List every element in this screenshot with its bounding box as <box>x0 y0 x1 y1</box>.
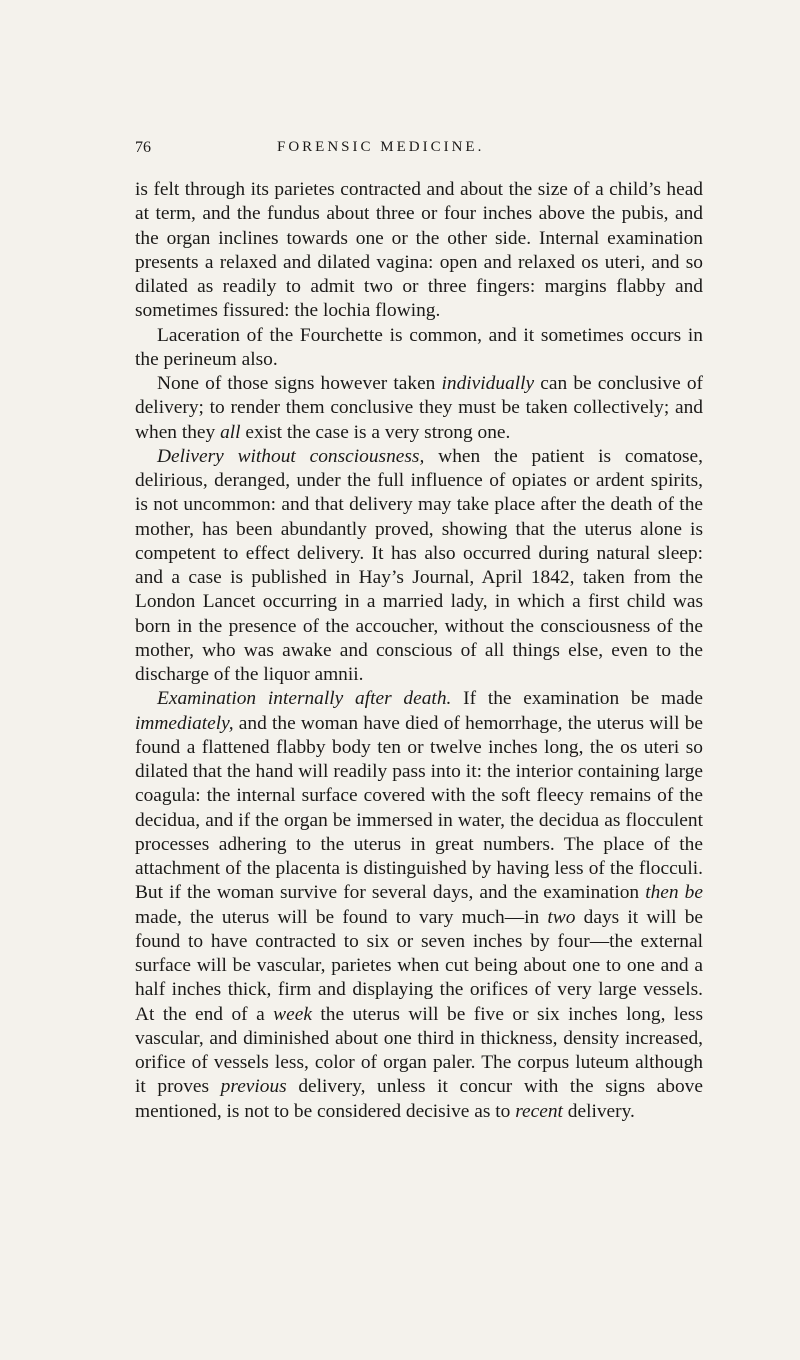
italic-text: Examination internally after death. <box>157 688 452 710</box>
text-run: and the woman have died of hemorrhage, the uterus will be found a flattened flabby body ten or twelve inches long, the os uteri so dilated that the hand will readily pass into it: the interior containing large coagula: the internal surface covered with the soft fleecy remains of the decidua, and if the organ be immersed in water, the decidua as flocculent processes adhering to the uterus in great numbers. The place of the attachment of the placenta is distinguished by having less of the flocculi. But if the woman survive for several days, and the examination <box>135 712 703 904</box>
italic-text: two <box>547 906 576 928</box>
italic-text: individually <box>441 373 535 394</box>
running-title: FORENSIC MEDICINE. <box>277 139 485 155</box>
text-run: made, the uterus will be found to vary much—in <box>135 906 548 928</box>
italic-text: previous <box>220 1076 287 1098</box>
text-run: If the examination be made <box>451 688 703 710</box>
italic-text: week <box>273 1003 312 1025</box>
page-header <box>135 139 695 163</box>
text-run: None of those signs however taken <box>157 373 442 394</box>
italic-text: recent <box>515 1100 563 1122</box>
page-number: 76 <box>135 139 151 156</box>
text-run: is felt through its parietes contracted and about the size of a child’s head at term, and the fundus about three or four inches above the pubis, and the organ inclines towards one or the other side. Internal examination presents a relaxed and dilated vagina: open and relaxed os uteri, and so dilated as readily to admit two or three fingers: margins flabby and sometimes fissured: the lochia flowing. <box>135 179 703 322</box>
italic-text: immediately, <box>135 712 234 734</box>
italic-text: Delivery without consciousness, <box>157 445 425 467</box>
italic-text: then be <box>645 882 703 904</box>
paragraph <box>135 372 703 445</box>
text-run: delivery, unless it concur with the signs above mentioned, is not to be considered decisive as to <box>135 1076 703 1122</box>
paragraph <box>135 324 703 373</box>
text-run: the uterus will be five or six inches long, less vascular, and diminished about one third in thickness, density increased, orifice of vessels less, color of organ paler. The corpus luteum although it proves <box>135 1003 703 1098</box>
text-run: days it will be found to have contracted to six or seven inches by four—the external surface will be vascular, parietes when cut being about one to one and a half inches thick, firm and displaying the orifices of very large vessels. At the end of a <box>135 906 703 1025</box>
paragraph <box>135 178 703 324</box>
paragraph <box>135 687 703 1124</box>
italic-text: all <box>220 421 241 443</box>
text-run: can be conclusive of delivery; to render them conclusive they must be taken collectively; and when they <box>135 373 703 443</box>
text-run: when the patient is comatose, delirious, deranged, under the full influence of opiates or ardent spirits, is not uncommon: and that delivery may take place after the death of the mother, has been abundantly proved, showing that the uterus alone is competent to effect delivery. It has also occurred during natural sleep: and a case is published in Hay’s Journal, April 1842, taken from the London Lancet occurring in a married lady, in which a first child was born in the presence of the accoucher, without the consciousness of the mother, who was awake and conscious of all things else, even to the discharge of the liquor amnii. <box>135 445 704 685</box>
body-text <box>135 178 703 1124</box>
text-run: Laceration of the Fourchette is common, and it sometimes occurs in the perineum also. <box>135 324 703 370</box>
paragraph <box>135 445 703 688</box>
text-run: exist the case is a very strong one. <box>240 421 511 443</box>
text-run: delivery. <box>562 1100 635 1122</box>
